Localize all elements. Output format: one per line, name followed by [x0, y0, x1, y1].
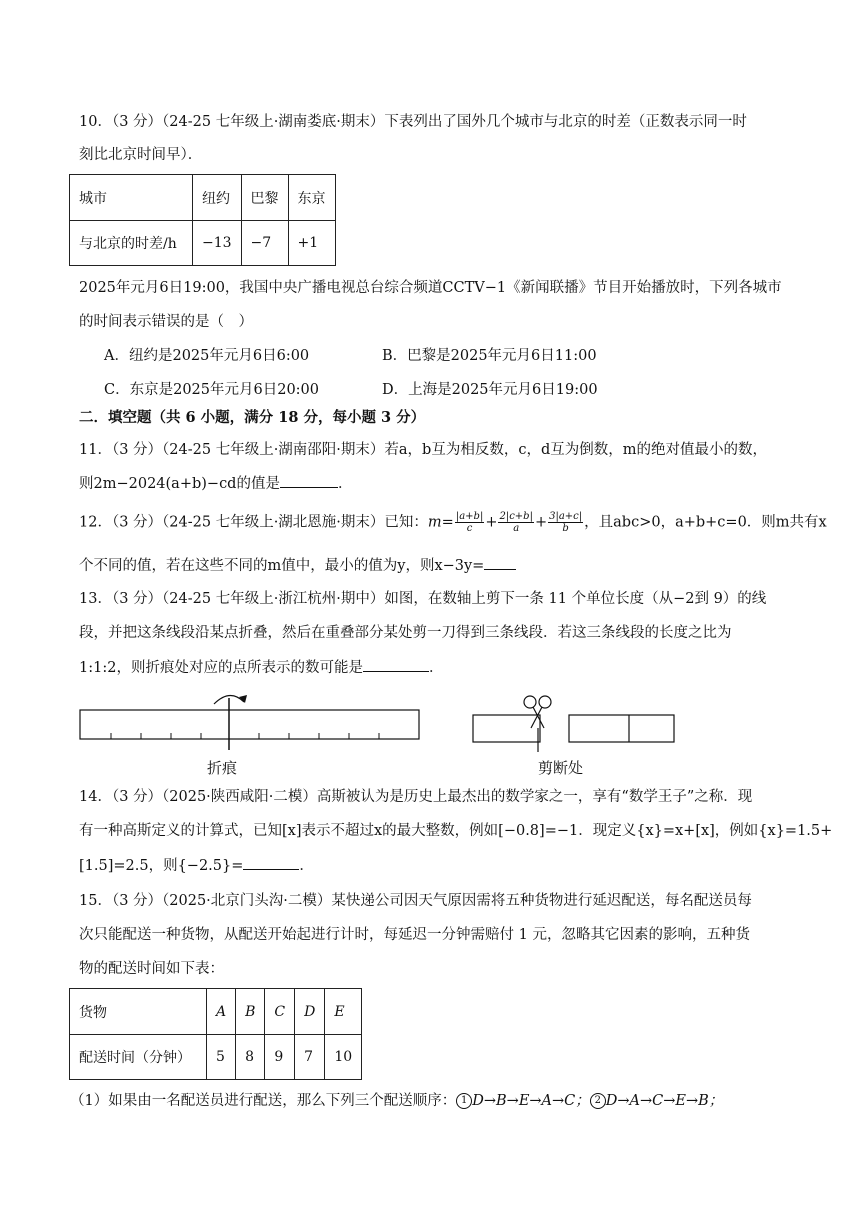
q12-prefix: 12．（3 分）（24-25 七年级上·湖北恩施·期末）已知：: [79, 514, 428, 531]
cut-gap: [550, 714, 568, 744]
circled-number: 1: [456, 1093, 472, 1109]
fraction-denominator: b: [562, 523, 569, 534]
q13-line1: 13．（3 分）（24-25 七年级上·浙江杭州·期中）如图，在数轴上剪下一条 11 个单位长度（从−2到 9）的线: [79, 591, 767, 607]
fraction: [455, 511, 484, 534]
fraction-denominator: a: [513, 523, 520, 534]
table-row: [70, 221, 336, 266]
fold-cut-figure: [0, 680, 868, 780]
q10-line1: 10．（3 分）（24-25 七年级上·湖南娄底·期末）下表列出了国外几个城市与北京的时差（正数表示同一时: [79, 114, 747, 130]
cut-label: 剪断处: [538, 759, 584, 777]
q15-line3: 物的配送时间如下表：: [79, 961, 224, 977]
q10-option-a: A．纽约是2025年元月6日6:00: [104, 348, 310, 364]
table-cell: +1: [288, 221, 335, 266]
table-row: [70, 175, 336, 221]
table-cell: 东京: [288, 175, 335, 221]
q11-line2-text: 则2m−2024(a+b)−cd的值是: [79, 476, 280, 492]
table-row: [70, 989, 362, 1035]
table-cell: A: [207, 989, 236, 1035]
fold-label: 折痕: [207, 759, 238, 777]
q10-option-b: B．巴黎是2025年元月6日11:00: [382, 348, 597, 364]
table-cell: 巴黎: [241, 175, 288, 221]
fraction-denominator: c: [466, 523, 473, 534]
q15-line2: 次只能配送一种货物，从配送开始起进行计时，每延迟一分钟需赔付 1 元，忽略其它因素的影响，五种货: [79, 927, 750, 943]
table-cell: 配送时间（分钟）: [70, 1035, 207, 1080]
q10-option-c: C．东京是2025年元月6日20:00: [104, 382, 320, 398]
answer-blank: [363, 657, 429, 672]
table-cell: 纽约: [193, 175, 242, 221]
table-cell: 城市: [70, 175, 193, 221]
table-cell: B: [236, 989, 265, 1035]
tick-marks: [111, 733, 379, 739]
plus-sign: +: [485, 514, 498, 531]
table-cell: D: [295, 989, 325, 1035]
section-title: 二．填空题（共 6 小题，满分 18 分，每小题 3 分）: [79, 409, 426, 426]
q12-line2-text: 个不同的值，若在这些不同的m值中，最小的值为y，则x−3y=: [79, 558, 485, 574]
q15-sub1: [70, 1091, 723, 1111]
scissors-icon: [524, 696, 551, 752]
number-line-strip: [80, 710, 419, 739]
fraction: [548, 511, 583, 534]
table-cell: −7: [241, 221, 288, 266]
q14-line1: 14．（3 分）（2025·陕西咸阳·二模）高斯被认为是历史上最杰出的数学家之一，享有“数学王子”之称．现: [79, 789, 753, 805]
table-cell: 8: [236, 1035, 265, 1080]
q14-line3-text: [1.5]=2.5，则{−2.5}=: [79, 858, 244, 874]
q10-line3: 2025年元月6日19:00，我国中央广播电视总台综合频道CCTV−1《新闻联播》节目开始播放时，下列各城市: [79, 280, 782, 296]
fraction-numerator: |a+b|: [455, 511, 484, 522]
q12-m-eq: m=: [427, 514, 454, 531]
fraction-numerator: 3|a+c|: [549, 511, 583, 522]
q11-line1: 11．（3 分）（24-25 七年级上·湖南邵阳·期末）若a，b互为相反数，c，d互为倒数，m的绝对值最小的数，: [79, 442, 767, 458]
q15-line1: 15．（3 分）（2025·北京门头沟·二模）某快递公司因天气原因需将五种货物进行延迟配送，每名配送员每: [79, 893, 752, 909]
q14-line3-end: ．: [299, 858, 314, 874]
q10-line2: 刻比北京时间早）．: [79, 147, 203, 163]
table-row: [70, 1035, 362, 1080]
q13-line3-text: 1:1:2，则折痕处对应的点所表示的数可能是: [79, 660, 363, 676]
delivery-table: [69, 988, 362, 1080]
table-cell: 5: [207, 1035, 236, 1080]
timezone-table: [69, 174, 336, 266]
q10-option-d: D．上海是2025年元月6日19:00: [382, 382, 598, 398]
cut-piece-right: [569, 715, 674, 742]
q12-line1: [79, 511, 827, 534]
table-cell: E: [325, 989, 362, 1035]
table-cell: 7: [295, 1035, 325, 1080]
q10-line4: 的时间表示错误的是（ ）: [79, 314, 253, 330]
answer-blank: [243, 855, 299, 870]
answer-blank: [484, 555, 516, 570]
sequence-2: D→A→C→E→B；: [605, 1093, 724, 1109]
q12-line2: [79, 555, 516, 576]
table-cell: 10: [325, 1035, 362, 1080]
cut-piece-left: [473, 715, 540, 742]
q13-line3: [79, 657, 443, 678]
q15-sub1-prefix: （1）如果由一名配送员进行配送，那么下列三个配送顺序：: [70, 1093, 457, 1109]
plus-sign: +: [534, 514, 548, 531]
q12-suffix: ，且abc>0，a+b+c=0．则m共有x: [584, 514, 827, 531]
table-cell: 9: [265, 1035, 295, 1080]
q11-line2-end: ．: [337, 476, 353, 492]
table-cell: C: [265, 989, 295, 1035]
q14-line2: 有一种高斯定义的计算式，已知[x]表示不超过x的最大整数，例如[−0.8]=−1．现定义{x}=x+[x]，例如{x}=1.5+: [79, 823, 833, 839]
table-cell: −13: [193, 221, 242, 266]
circled-number: 2: [590, 1093, 606, 1109]
answer-blank: [280, 473, 338, 488]
q14-line3: [79, 855, 314, 876]
table-cell: 货物: [70, 989, 207, 1035]
q13-line3-end: ．: [428, 660, 444, 676]
q13-line2: 段，并把这条线段沿某点折叠，然后在重叠部分某处剪一刀得到三条线段．若这三条线段的长度之比为: [79, 625, 732, 641]
sequence-1: D→B→E→A→C；: [472, 1093, 590, 1109]
q11-line2: [79, 473, 352, 494]
fraction: [498, 511, 533, 534]
table-cell: 与北京的时差/h: [70, 221, 193, 266]
fraction-numerator: 2|c+b|: [499, 511, 533, 522]
